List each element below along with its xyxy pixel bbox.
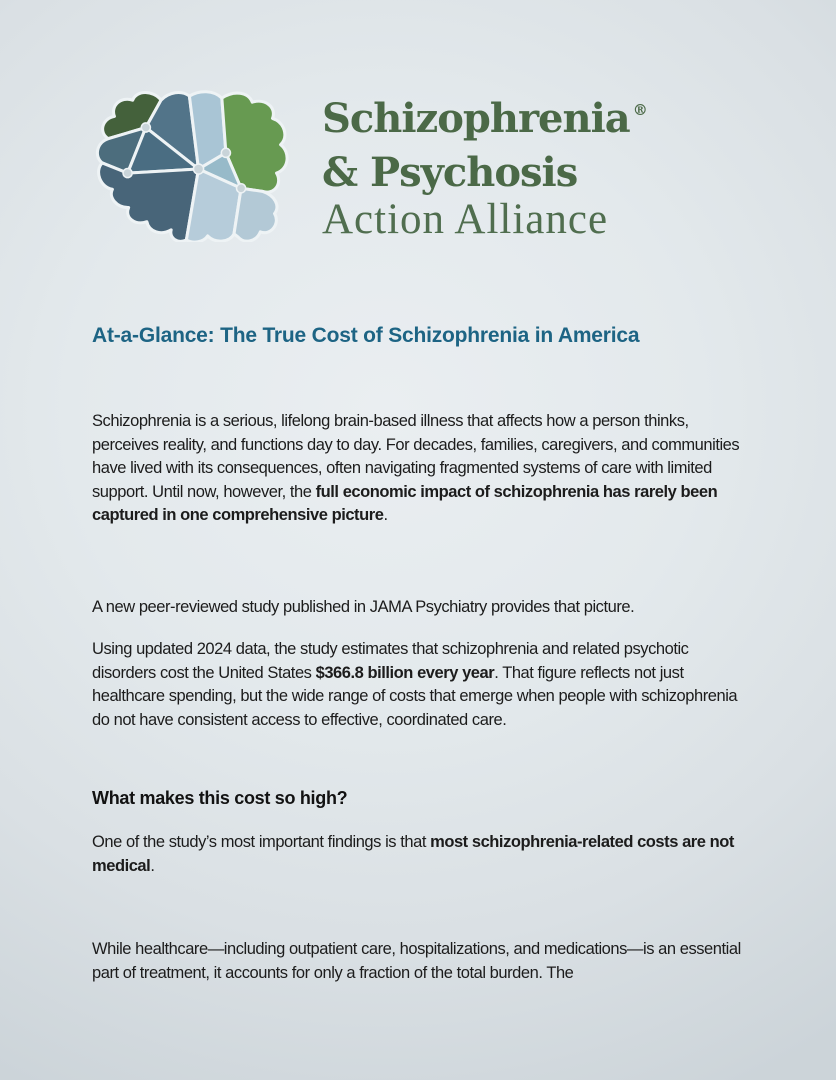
paragraph-text: Using updated 2024 data, the study estimates that schizophrenia and related psychotic disorders cost the United States: [92, 640, 689, 682]
brand-line-3: Action Alliance: [322, 196, 609, 243]
brand-line-2: & Psychosis: [322, 149, 578, 196]
brand-line-1: [322, 95, 648, 150]
cost-paragraph: [92, 638, 754, 732]
findings-paragraph: [92, 831, 754, 878]
page-title: At-a-Glance: The True Cost of Schizophrenia in America: [92, 324, 640, 347]
intro-paragraph: [92, 410, 754, 528]
paragraph-text: . That figure reflects not just healthcare spending, but the wide range of costs that emerge when people with schizophrenia do not have consistent access to effective, coordinated care.: [92, 663, 738, 729]
study-paragraph: [92, 596, 754, 620]
brain-logo-icon: [92, 90, 300, 242]
brain-segment-deep-slate: [99, 163, 199, 241]
paragraph-bold-text: $366.8 billion every year: [315, 663, 495, 682]
paragraph-bold-text: full economic impact of schizophrenia has rarely been captured in one comprehensive picture: [92, 482, 718, 524]
section-heading: What makes this cost so high?: [92, 788, 348, 808]
brain-segment-pale-blue-right: [234, 188, 277, 241]
paragraph-text: .: [383, 506, 388, 524]
paragraph-text: While healthcare—including outpatient care, hospitalizations, and medications—is an essential part of treatment, it accounts for only a fraction of the total burden. The: [92, 940, 741, 982]
paragraph-text: .: [150, 856, 155, 875]
org-logo: [92, 90, 648, 244]
paragraph-text: One of the study’s most important findings is that: [92, 833, 431, 851]
org-wordmark: [322, 95, 648, 244]
paragraph-text: Schizophrenia is a serious, lifelong brain-based illness that affects how a person thinks, perceives reality, and functions day to day. For decades, families, caregivers, and communities have lived with its consequences, often navigating fragmented systems of care with limited support. Until now, however, the: [92, 412, 740, 501]
brand-name-schizophrenia: Schizophrenia: [322, 95, 630, 142]
registered-mark: ®: [632, 101, 648, 119]
paragraph-bold-text: most schizophrenia-related costs are not medical: [92, 833, 734, 875]
paragraph-text: A new peer-reviewed study published in JAMA Psychiatry provides that picture.: [92, 598, 635, 616]
healthcare-paragraph: [92, 938, 754, 985]
